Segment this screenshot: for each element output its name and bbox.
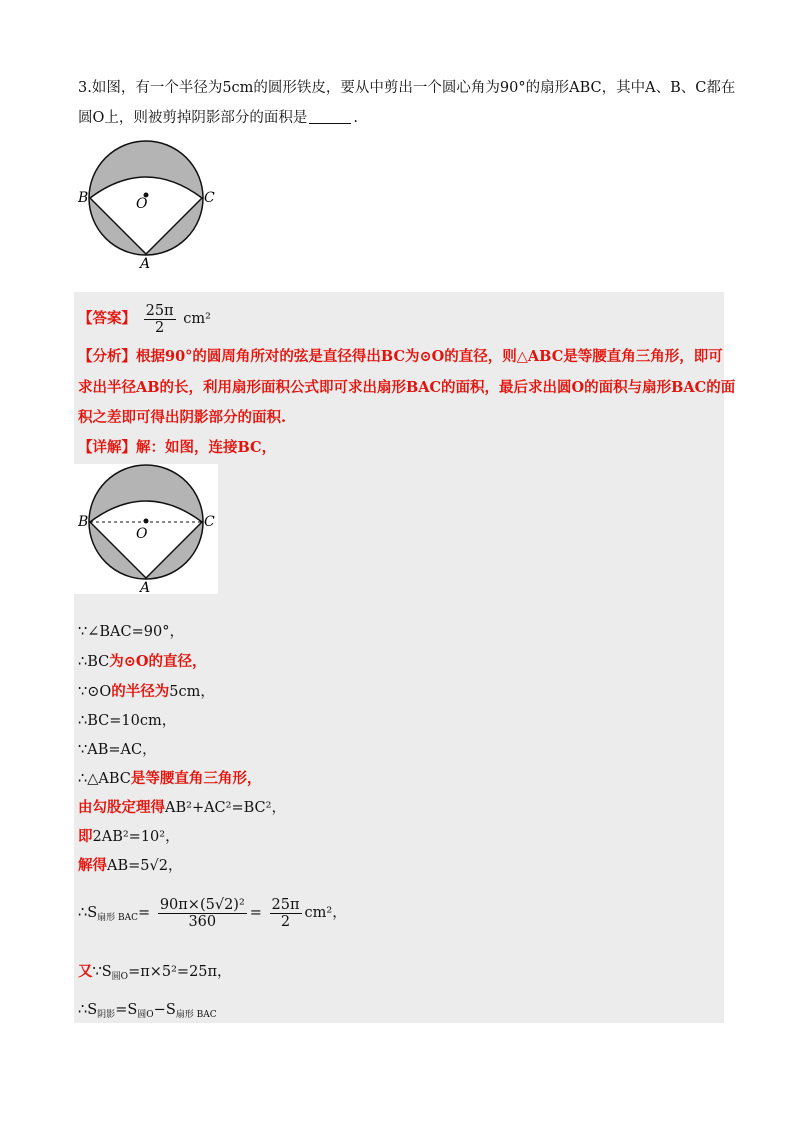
step-3: ∵⊙O的半径为5cm，	[78, 683, 215, 700]
label-a: A	[140, 256, 151, 270]
question-line-2: 圆O上，则被剪掉阴影部分的面积是 .	[78, 110, 358, 126]
sector-result-fraction: $\frac{25\pi}{2}$	[271, 896, 300, 930]
question-figure	[74, 134, 224, 270]
label-o-2: O	[136, 526, 148, 542]
label-c-2: C	[204, 514, 215, 530]
step-12: $\therefore S_{阴影}=S_{圆O}-S_{扇形 BAC}$	[78, 1002, 217, 1020]
label-b: B	[78, 190, 89, 206]
solution-figure	[74, 464, 218, 594]
question-line-1: 3.如图，有一个半径为5cm的圆形铁皮，要从中剪出一个圆心角为90°的扇形ABC，其中A、B、C都在	[78, 80, 736, 96]
step-7: 由勾股定理得AB²+AC²=BC²，	[78, 799, 286, 816]
step-11: 又$\because S_{圆O}=\pi\times 5^2=25\pi$，	[78, 963, 232, 982]
label-o: O	[136, 196, 148, 212]
step-4: ∴BC=10cm，	[78, 713, 177, 729]
step-6: ∴△ABC是等腰直角三角形，	[78, 770, 262, 787]
step-2: ∴BC为⊙O的直径，	[78, 653, 207, 670]
center-dot-2	[144, 519, 149, 524]
detail-intro: 【详解】解：如图，连接BC，	[78, 439, 277, 456]
answer-row: 【答案】 $\frac{25\pi}{2}$ cm²	[78, 302, 211, 336]
label-c: C	[204, 190, 215, 206]
step-10: $\therefore S_{扇形 BAC}=$ $\frac{\text{90π×(5√2)²}}{360}$ = $\frac{25\pi}{2}$ cm²，	[78, 896, 347, 930]
step-5: ∵AB=AC，	[78, 742, 157, 758]
answer-fraction: $\frac{25\pi}{2}$	[145, 302, 174, 336]
sector-fraction: $\frac{\text{90π×(5√2)²}}{360}$	[159, 896, 245, 930]
label-a-2: A	[140, 580, 151, 594]
analysis-line-3: 积之差即可得出阴影部分的面积.	[78, 409, 287, 426]
analysis-line-1: 【分析】根据90°的圆周角所对的弦是直径得出BC为⊙O的直径，则△ABC是等腰直角三角形，即可	[78, 348, 723, 365]
answer-blank	[309, 109, 351, 124]
step-1: ∵∠BAC=90°，	[78, 624, 184, 640]
step-8: 即2AB²=10²，	[78, 828, 180, 845]
sector-bac	[90, 177, 202, 254]
analysis-line-2: 求出半径AB的长，利用扇形面积公式即可求出扇形BAC的面积，最后求出圆O的面积与扇形BAC的面	[78, 379, 736, 396]
label-b-2: B	[78, 514, 89, 530]
step-9: 解得AB=5√2，	[78, 857, 183, 874]
